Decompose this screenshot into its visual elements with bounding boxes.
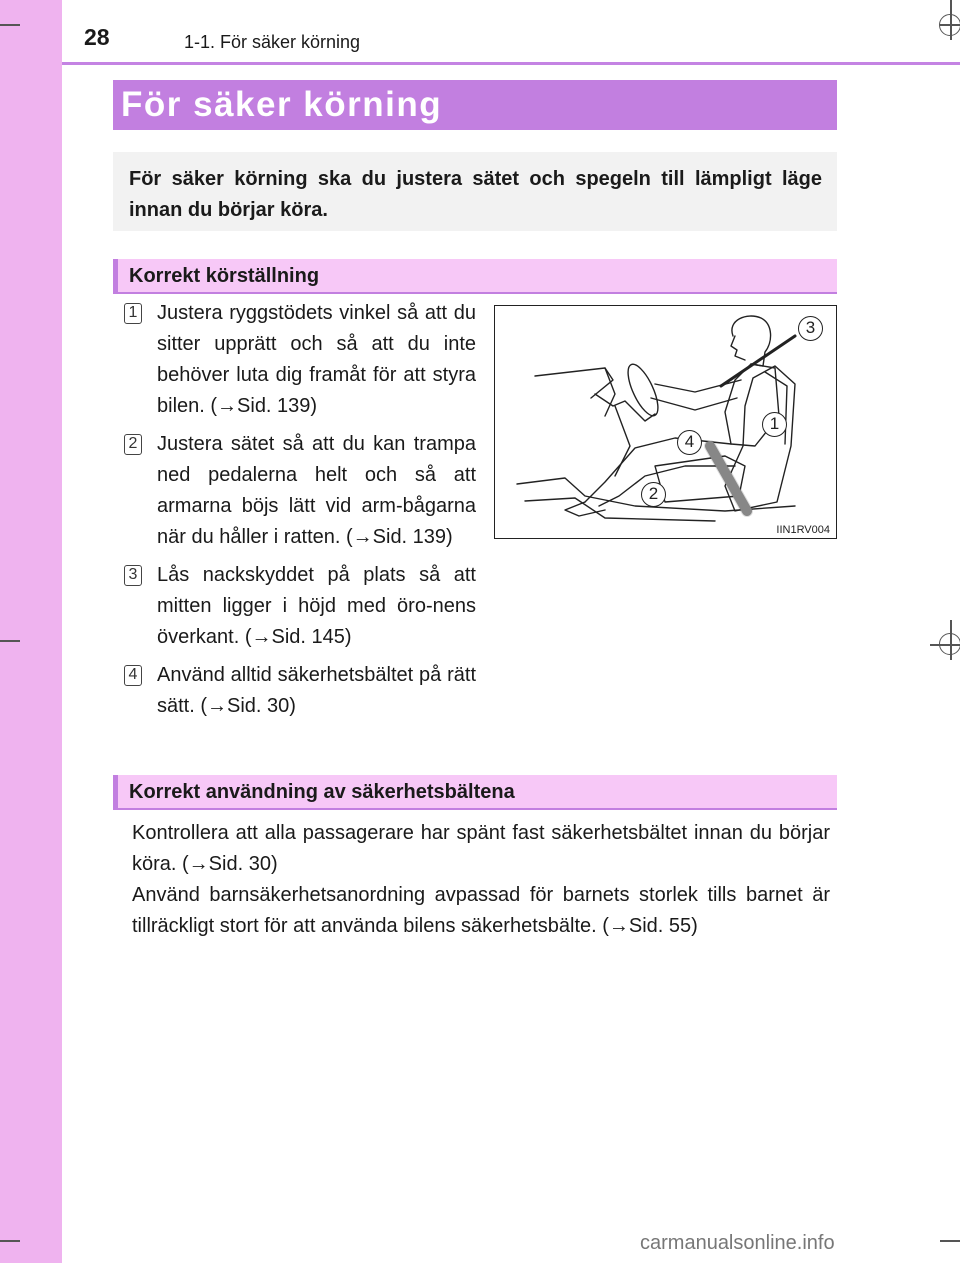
- crop-mark: [0, 1240, 20, 1242]
- list-item: [124, 560, 476, 653]
- item-number: 1: [124, 303, 142, 324]
- intro-box: För säker körning ska du justera sätet och spegeln till lämpligt läge innan du börjar köra.: [113, 152, 837, 231]
- section-heading-text: Korrekt användning av säkerhetsbältena: [129, 781, 515, 803]
- section-heading-driving-posture: [113, 259, 837, 294]
- callout-3: 3: [798, 316, 823, 341]
- item-number: 3: [124, 565, 142, 586]
- item-text: Använd alltid säkerhetsbältet på rätt sätt. (→Sid. 30): [157, 664, 476, 717]
- posture-list: [124, 298, 476, 729]
- running-head: 1-1. För säker körning: [184, 32, 361, 52]
- list-item: [124, 298, 476, 422]
- side-color-strip: [0, 0, 62, 1263]
- page-number: 28: [84, 24, 110, 50]
- watermark: carmanualsonline.info: [640, 1232, 835, 1254]
- item-number: 2: [124, 434, 142, 455]
- crop-mark: [950, 0, 952, 40]
- item-text: Lås nackskyddet på plats så att mitten ligger i höjd med öro-nens överkant. (→Sid. 145): [157, 564, 476, 648]
- figure-code: IIN1RV004: [776, 524, 830, 536]
- crop-mark: [950, 620, 952, 660]
- section-heading-text: Korrekt körställning: [129, 265, 320, 287]
- driving-posture-illustration: [494, 305, 837, 539]
- callout-4: 4: [677, 430, 702, 455]
- page-title-bar: [113, 80, 837, 130]
- item-number: 4: [124, 665, 142, 686]
- callout-1: 1: [762, 412, 787, 437]
- seatbelt-body-text: [132, 818, 830, 942]
- crop-mark: [930, 644, 960, 646]
- list-item: [124, 660, 476, 722]
- header-rule: [62, 62, 960, 65]
- body-paragraph: Använd barnsäkerhetsanordning avpassad för barnets storlek tills barnet är tillräckligt stort för att använda bilens säkerhetsbälte. (→Sid. 55): [132, 884, 830, 937]
- list-item: [124, 429, 476, 553]
- crop-mark: [940, 1240, 960, 1242]
- body-paragraph: Kontrollera att alla passagerare har spänt fast säkerhetsbältet innan du börjar köra. (→Sid. 30): [132, 822, 830, 875]
- callout-2: 2: [641, 482, 666, 507]
- crop-mark: [0, 640, 20, 642]
- item-text: Justera ryggstödets vinkel så att du sitter upprätt och så att du inte behöver luta dig framåt för att styra bilen. (→Sid. 139): [157, 302, 476, 417]
- page-title: För säker körning: [121, 85, 443, 124]
- item-text: Justera sätet så att du kan trampa ned pedalerna helt och så att armarna böjs lätt vid arm-bågarna när du håller i ratten. (→Sid. 139): [157, 433, 476, 548]
- section-heading-seatbelt-use: [113, 775, 837, 810]
- crop-mark: [0, 24, 20, 26]
